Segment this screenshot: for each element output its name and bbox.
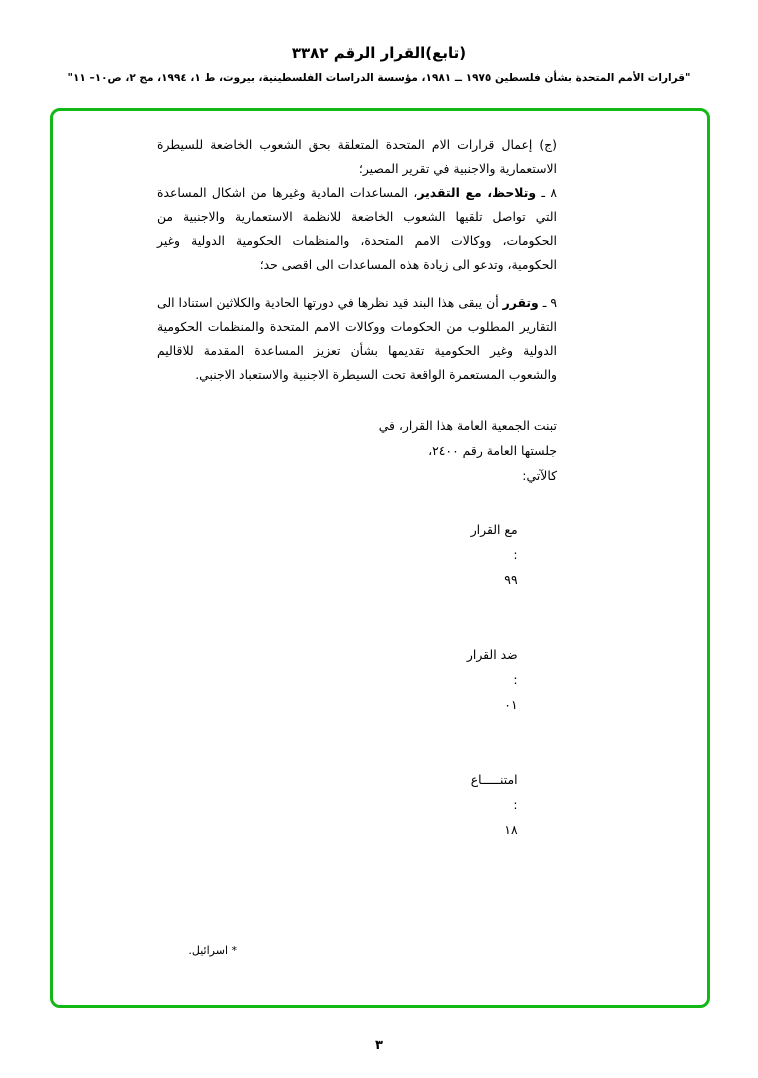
vote-row — [157, 617, 557, 742]
item-9-number: ٩ ـ — [538, 295, 557, 310]
vote-value: ٩٩ — [504, 572, 518, 587]
item-9-rest: أن يبقى هذا البند قيد نظرها في دورتها الحادية والكلاثين استنادا الى التقارير المطلوب من الحكومات ووكالات الامم المتحدة والمنظمات الحكومية الدولية وغير الحكومية تقديمها بشأن تعزيز المساعدة المقدمة للاقاليم والشعوب المستعمرة الواقعة تحت السيطرة الاجنبية والاستعباد الاجنبي. — [157, 295, 557, 382]
vote-label: امتنـــــاع — [470, 772, 518, 787]
adoption-line-3: كالآتي: — [522, 468, 557, 483]
adoption-line-1: تبنت الجمعية العامة هذا القرار، في — [378, 418, 557, 433]
paragraph-item-8 — [157, 181, 557, 277]
adoption-line-2: جلستها العامة رقم ٢٤٠٠، — [428, 443, 557, 458]
vote-results — [157, 492, 557, 867]
item-8-rest: ، المساعدات المادية وغيرها من اشكال المساعدة التي تواصل تلقيها الشعوب الخاضعة للانظمة الاستعمارية والاجنبية من الحكومات، ووكالات الامم المتحدة، والمنظمات الحكومية الدولية وغير الحكومية، وتدعو الى زيادة هذه المساعدات الى اقصى حد؛ — [157, 185, 557, 272]
footnote: * اسرائيل. — [188, 944, 237, 957]
paragraph-c: (ج) إعمال قرارات الام المتحدة المتعلقة بحق الشعوب الخاضعة للسيطرة الاستعمارية والاجنبية في تقرير المصير؛ — [157, 137, 557, 176]
paragraph-item-9 — [157, 291, 557, 387]
vote-separator: : — [513, 547, 518, 562]
item-8-bold: وتلاحظ، مع التقدير — [417, 185, 537, 200]
vote-separator: : — [513, 797, 518, 812]
vote-separator: : — [513, 672, 518, 687]
vote-row — [157, 492, 557, 617]
content-frame — [50, 108, 710, 1008]
adoption-note — [157, 413, 557, 488]
vote-row — [157, 742, 557, 867]
vote-value: ١٨ — [504, 822, 518, 837]
vote-label: مع القرار — [470, 522, 518, 537]
item-8-number: ٨ ـ — [536, 185, 557, 200]
source-citation: "قرارات الأمم المتحدة بشأن فلسطين ١٩٧٥ ــ ١٩٨١، مؤسسة الدراسات الفلسطينية، بيروت، ط ١، ١٩٩٤، مج ٢، ص١٠– ١١" — [67, 72, 691, 84]
vote-value: ٠١ — [504, 697, 518, 712]
vote-label: ضد القرار — [466, 647, 518, 662]
item-9-bold: وتقرر — [502, 295, 539, 310]
page-number: ٣ — [375, 1038, 383, 1053]
page-title: (تابع)القرار الرقم ٣٣٨٢ — [291, 44, 467, 62]
paragraph-spacer — [157, 277, 557, 291]
document-body — [157, 133, 557, 867]
